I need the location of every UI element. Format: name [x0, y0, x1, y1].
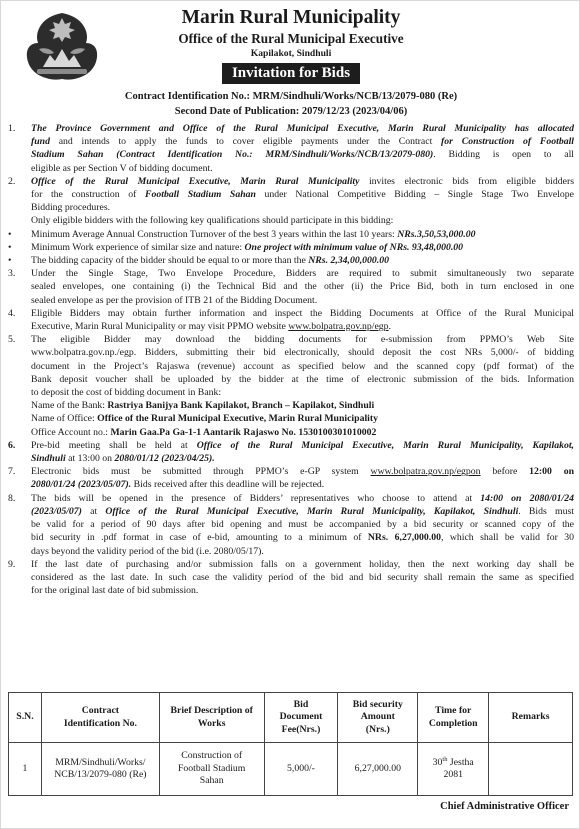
publication-date: Second Date of Publication: 2079/12/23 (2023/04/06) [174, 106, 408, 117]
bank-name: Rastriya Banijya Bank Kapilakot, Branch – Kapilakot, Sindhuli [107, 400, 375, 412]
cell-text: 2081 [443, 769, 463, 780]
clause-text: NRs. 6,27,000.00 [367, 532, 441, 544]
clause-text: Bidding procedures. [31, 202, 111, 214]
clause-number: 9. [8, 558, 16, 570]
contract-identification: Contract Identification No.: MRM/Sindhuli/Works/NCB/13/2079-080 (Re) [124, 91, 458, 102]
office-value: Office of the Rural Municipal Executive, Marin Rural Municipality [97, 413, 378, 425]
clause-number: 7. [8, 466, 16, 478]
col-doc-fee [264, 693, 338, 743]
cell-text: MRM/Sindhuli/Works/ [55, 756, 146, 768]
cell-contract-id [41, 743, 159, 796]
clause-text: , which shall be valid for 30 [440, 532, 574, 544]
clause-number: 4. [8, 307, 16, 319]
clause-text: The bidding capacity of the bidder should be equal to or more than the [31, 255, 309, 267]
clause-text: fund [31, 136, 50, 148]
account-number: Marin Gaa.Pa Ga-1-1 Aantarik Rajaswo No. 1530100301010002 [110, 426, 377, 438]
clause-number: 1. [8, 123, 16, 134]
cell-sn: 1 [9, 743, 42, 796]
cell-description [159, 743, 264, 796]
clause-text: at [81, 505, 106, 517]
col-bid-security [338, 693, 418, 743]
clause-text: at 13:00 on [65, 453, 115, 465]
clause-text: days beyond the validity period of the bid (i.e. 2080/05/17). [31, 545, 264, 557]
clause-text: The eligible Bidder may download the bidding documents for e-submission from PPMO’s Web Site [31, 334, 574, 346]
clause-text: Football Stadium Sahan [145, 189, 256, 201]
clause-6 [8, 439, 574, 465]
table-row [9, 743, 573, 796]
clause-text: sealed envelope as per the provision of ITB 21 of the Bidding Document. [31, 294, 318, 306]
clause-text: eligible as per Section V of bidding document. [31, 162, 213, 174]
header-text: (Nrs.) [365, 723, 390, 735]
clause-text: considered as the last date. In such case the validity period of the bid and bid security shall remain the same as specified [31, 571, 574, 583]
clause-5 [8, 333, 574, 439]
table-header-row [9, 693, 573, 743]
clause-text: Under the Single Stage, Two Envelope Procedure, Bidders are required to submit simultaneously two separate [31, 268, 574, 280]
cell-text: Sahan [199, 775, 224, 787]
clause-text: The bids will be opened in the presence of Bidders’ representatives who choose to attend at [31, 492, 481, 504]
clause-text: Stadium Sahan (Contract Identification No.: MRM/Sindhuli/Works/NCB/13/2079-080) [31, 149, 434, 161]
clause-text: (2023/05/07) [31, 505, 82, 517]
header-text: Works [197, 717, 226, 729]
clause-text: www.bolpatra.gov.np./egp. Bidders, submitting their bid electronically, should deposit the cost NRs 5,000/- of bidding [31, 347, 574, 359]
clause-text: Bids received after this deadline will be rejected. [131, 479, 325, 491]
clause-text: Bank deposit voucher shall be uploaded by the bidder at the time of electronic submission of the bids. Information [31, 373, 574, 385]
col-remarks: Remarks [489, 693, 573, 743]
header-text: Document [279, 711, 323, 723]
cell-text: Construction of [181, 750, 243, 762]
col-contract-id [41, 693, 159, 743]
clause-4 [8, 307, 574, 333]
header-text: Identification No. [63, 717, 137, 729]
clause-text: be valid for a period of 90 days after bid opening and must be accompanied by a bid security or scanned copy of the [31, 519, 574, 531]
clause-number: 3. [8, 268, 16, 280]
office-name: Office of the Rural Municipal Executive [178, 31, 404, 46]
clause-1 [8, 122, 574, 175]
clause-text: One project with minimum value of NRs. 93,48,000.00 [244, 241, 464, 253]
clause-text: Minimum Average Annual Construction Turnover of the best 3 years within the last 10 years: [31, 228, 398, 240]
invitation-banner: Invitation for Bids [222, 63, 360, 84]
cell-text: 30 [432, 756, 443, 768]
clause-text: 12:00 on [529, 466, 574, 478]
qualification-bullet [8, 241, 574, 254]
clause-text: and intends to apply the funds to cover eligible payments under the Contract [49, 136, 442, 148]
cell-text: th [442, 755, 448, 763]
bullet-icon: • [8, 241, 12, 253]
clause-text: Only eligible bidders with the following key qualifications should participate in this bidding: [31, 215, 394, 227]
header-text: Contract [81, 705, 120, 716]
ppmo-egp-system-link[interactable]: www.bolpatra.gov.np/egpon [370, 466, 481, 478]
clause-text: for the construction of [31, 189, 145, 201]
clause-text: Executive, Marin Rural Municipality or may visit PPMO website [31, 321, 289, 333]
header-text: Bid security [352, 698, 403, 710]
clause-text: 2080/01/24 (2023/05/07). [31, 479, 132, 491]
cell-text: Jestha [447, 756, 474, 768]
cell-completion [418, 743, 489, 796]
header-text: Completion [428, 717, 478, 729]
clause-text: The Province Government and Office of the Rural Municipal Executive, Marin Rural Municipality has allocated [31, 123, 574, 134]
clause-text: Office of the Rural Municipal Executive, Marin Rural Municipality, Kapilakot, Sindhuli [105, 505, 519, 517]
clause-text: . [388, 321, 391, 333]
bullet-icon: • [8, 228, 12, 240]
cell-text: Football Stadium [177, 762, 246, 774]
clause-number: 5. [8, 334, 16, 346]
clause-number: 2. [8, 175, 16, 187]
clause-text: bid security in .pdf format in case of e-bid, amounting to a minimum of [31, 532, 368, 544]
clause-8 [8, 492, 574, 558]
col-description [159, 693, 264, 743]
clause-text: 2080/01/12 (2023/04/25). [114, 453, 215, 465]
cell-remarks [489, 743, 573, 796]
clause-3 [8, 267, 574, 307]
cell-text: NCB/13/2079-080 (Re) [54, 769, 147, 780]
header-text: Brief Description of [170, 705, 253, 716]
clause-text: . Bids must [518, 505, 574, 517]
clause-text: NRs.3,50,53,000.00 [397, 228, 476, 240]
clause-text: Office of the Rural Municipal Executive, Marin Rural Municipality [31, 175, 360, 187]
cell-bid-security: 6,27,000.00 [338, 743, 418, 796]
header-text: Amount [360, 711, 395, 723]
bullet-icon: • [8, 255, 12, 267]
ppmo-egp-link[interactable]: www.bolpatra.gov.np/egp [288, 321, 389, 333]
header-text: Time for [435, 705, 472, 716]
clause-2 [8, 175, 574, 228]
clause-text: If the last date of purchasing and/or submission falls on a government holiday, then the next working day shall be [31, 558, 574, 570]
clause-9 [8, 558, 574, 598]
bid-details-table [8, 692, 573, 796]
clause-number: 6. [8, 439, 16, 451]
notice-body [8, 122, 574, 597]
clause-text: for the original last date of bid submission. [31, 585, 199, 597]
bank-label: Name of the Bank: [31, 400, 108, 412]
clause-text: before [480, 466, 530, 478]
header-text: Bid [293, 698, 309, 710]
col-sn: S.N. [9, 693, 42, 743]
clause-text: Office of the Rural Municipal Executive, Marin Rural Municipality, Kapilakot, [196, 439, 574, 451]
clause-number: 8. [8, 492, 16, 504]
clause-text: Eligible Bidders may obtain further information and inspect the Bidding Documents at Office of the Rural Municipal [31, 307, 574, 319]
clause-text: NRs. 2,34,00,000.00 [308, 255, 389, 267]
clause-text: Minimum Work experience of similar size and nature: [31, 241, 245, 253]
cell-doc-fee: 5,000/- [264, 743, 338, 796]
qualification-bullet [8, 228, 574, 241]
clause-7 [8, 465, 574, 491]
clause-text: Sindhuli [31, 453, 66, 465]
clause-text: Pre-bid meeting shall be held at [31, 439, 197, 451]
clause-text: document in the Project’s Rajaswa (revenue) account as specified below and the scanned copy (pdf format) of the [31, 360, 574, 372]
clause-text: for Construction of Football [441, 136, 575, 148]
clause-text: . Bidding is open to all [433, 149, 574, 161]
qualification-bullet [8, 254, 574, 267]
office-label: Name of Office: [31, 413, 98, 425]
clause-text: Electronic bids must be submitted through PPMO’s e-GP system [31, 466, 371, 478]
clause-text: to deposit the cost of bidding document in Bank: [31, 387, 222, 399]
clause-text: sealed envelopes, one containing (i) the Technical Bid and the other (ii) the Price Bid, both in turn enclosed in one [31, 281, 574, 293]
page-title: Marin Rural Municipality [181, 7, 401, 28]
account-label: Office Account no.: [31, 426, 111, 438]
header-text: Fee(Nrs.) [281, 723, 321, 735]
signatory: Chief Administrative Officer [440, 801, 569, 812]
clause-text: 14:00 on 2080/01/24 [480, 492, 574, 504]
office-location: Kapilakot, Sindhuli [250, 48, 332, 59]
col-completion [418, 693, 489, 743]
clause-text: under National Competitive Bidding – Single Stage Two Envelope [255, 189, 574, 201]
clause-text: invites electronic bids from eligible bidders [359, 175, 574, 187]
banner-wrap [1, 63, 580, 84]
